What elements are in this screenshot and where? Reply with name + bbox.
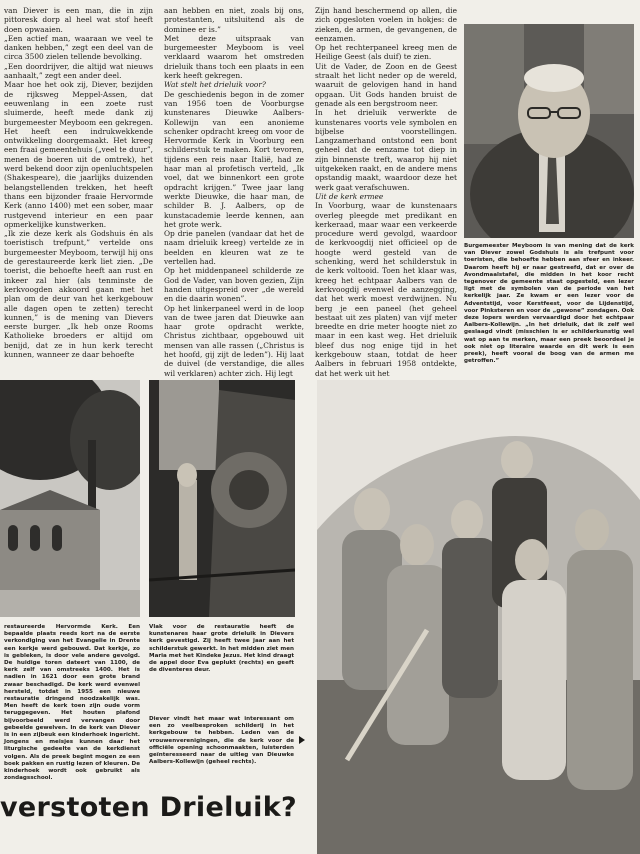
paragraph: van Diever is een man, die in zijn pittoresk dorp al heel wat stof heeft doen opwaaien.	[4, 6, 153, 34]
subheading: Uit de kerk ermee	[315, 191, 384, 201]
subheading: Wat stelt het drieluik voor?	[164, 80, 266, 90]
paragraph: In het drieluik verwerkte de kunstenares voorts vele symbolen en bijbelse voorstellingen. Langzamerhand ontstond een bont geheel dat de eenzame tot diep in zijn binnenste treft, waarop hij niet uitgekeken raakt, en de andere mens opstandig maakt, waardoor deze het werk gaat verafschuwen.	[315, 108, 457, 192]
caption-pointer-icon	[299, 736, 305, 744]
paragraph: Uit de Vader, de Zoon en de Geest straalt het licht neder op de wereld, waaruit de gelovigen hand in hand opgaan. Uit Gods handen bruist de genade als een bergstroom neer.	[315, 61, 457, 108]
paragraph: Zijn hand beschermend op allen, die zich opgesloten voelen in hokjes: de zieken, de armen, de gevangenen, de eenzamen.	[315, 6, 457, 43]
mayor-portrait-photo	[464, 24, 634, 238]
church-image	[0, 380, 140, 617]
paragraph: „Ik zie deze kerk als Godshuis én als toeristisch trefpunt,” vertelde ons burgemeester Meyboom, terwijl hij ons de gerestaureerde kerk liet zien. „De toerist, die behoefte heeft aan rust en inkeer zal hier (als tenminste de kerkvoogden akkoord gaan met het plan om de deur van het kerkgebouw alle dagen open te zetten) terecht kunnen,” is de mening van Dievers eerste burger. „Ik heb onze Rooms Katholieke broeders er altijd om benijd, dat ze in hun kerk terecht kunnen, wanneer ze daar behoefte	[4, 229, 153, 359]
paragraph: Op het middenpaneel schilderde ze God de Vader, van boven gezien, Zijn handen uitgespreid over „de wereld en die daarin wonen”.	[164, 266, 304, 304]
article-column-2	[164, 6, 304, 378]
mayor-caption: Burgemeester Meyboom is van mening dat de kerk van Diever zowel Godshuis is als trefpunt voor toeristen, die behoefte hebben aan sfeer en inkeer. Daarom heeft hij er naar gestreefd, dat er over de Avondmaalstafel, die midden in het koor recht tegenover de gemeente staat opgesteld, een lezer ligt met de symbolen van de periode van het kerkelijk jaar. Ze kwam er een lezer voor de Adventstijd, voor Kerstfeest, voor de Lijdenstijd, voor Pinksteren en voor de „gewone” zondagen. Ook deze lopers werden vervaardigd door het echtpaar Aalbers-Kollewijn. „In het drieluik, dat ik zelf wel geslaagd vindt (misschien is er schilderkunstig wel wat op aan te merken, maar een preek beoordeel je ook niet op literaire waarde en dit werk is een preek), heeft vooral de boog van de armen me getroffen.”	[464, 243, 634, 365]
restoration-scaffold-photo	[149, 380, 295, 617]
paragraph: Met deze uitspraak van burgemeester Meyboom is veel verklaard waarom het omstreden drieluik thans toch een plaats in een kerk heeft gekregen.	[164, 33, 304, 81]
paragraph: aan hebben en niet, zoals bij ons, protestanten, uitsluitend als de dominee er is.”	[164, 6, 304, 34]
page-headline: verstoten Drieluik?	[0, 792, 297, 823]
article-column-3	[315, 6, 457, 378]
article-column-1	[4, 6, 153, 359]
paragraph: „Een doordrijver, die altijd wat nieuws aanhaalt,” zegt een ander deel.	[4, 61, 153, 81]
paragraph: Op het linkerpaneel werd in de loop van de twee jaren dat Dieuwke aan haar grote opdracht werkte, Christus zichtbaar, opgebouwd uit mensen van alle rassen („Christus is het hoofd, gij zijt de leden”). Hij laat de duivel (de verstandige, die alles wil verklaren) achter zich. Hij legt	[164, 303, 304, 378]
church-exterior-photo	[0, 380, 140, 617]
paragraph: Op het rechterpaneel kreeg men de Heilige Geest (als duif) te zien.	[315, 43, 457, 62]
women-group-photo	[317, 380, 640, 854]
paragraph: Op drie panelen (vandaar dat het de naam drieluik kreeg) vertelde ze in beelden en kleuren wat ze te vertellen had.	[164, 229, 304, 267]
paragraph: De geschiedenis begon in de zomer van 1956 toen de Voorburgse kunstenares Dieuwke Aalbers-Kollewijn van een anonieme schenker opdracht kreeg om voor de Hervormde Kerk in Voorburg een schilderstuk te maken. Kort tevoren, tijdens een reis naar Italië, had ze haar man al profetisch verteld, „Ik voel, dat we binnenkort een grote opdracht krijgen.” Twee jaar lang werkte Dieuwke, die haar man, de schilder B. J. Aalbers, op de kunstacademie leerde kennen, aan het grote werk.	[164, 89, 304, 229]
paragraph: „Een actief man, waaraan we veel te danken hebben,” zegt een deel van de circa 3500 zielen tellende bevolking.	[4, 33, 153, 62]
paragraph: Maar hoe het ook zij, Diever, bezijden de rijksweg Meppel-Assen, dat eeuwenlang in een zoete rust sluimerde, heeft mede dank zij burgemeester Meyboom een gekregen. Het heeft een indrukwekkende ontwikkeling doorgemaakt. Het kreeg een fraai gemeentehuis („veel te duur”, menen de boeren uit de omtrek), het werd bekend door zijn openluchtspelen (Shakespeare), die jaarlijks duizenden belangstellenden trekken, het heeft thans een bijzonder fraaie Hervormde Kerk (anno 1400) met een sober, maar rustgevend interieur en een paar opmerkelijke kunstwerken.	[4, 80, 153, 229]
restoration-caption: Vlak voor de restauratie heeft de kunstenares haar grote drieluik in Dievers kerk gevestigd. Zij heeft twee jaar aan het schilderstuk gewerkt. In het midden ziet men Maria met het Kindeke Jezus. Het kind draagt de appel door Eva geplukt (rechts) en geeft de diventeres deur.	[149, 624, 294, 674]
group-image	[317, 380, 640, 854]
group-caption: Diever vindt het maar wat interessant om een zo veelbesproken schilderij in het kerkgebouw te hebben. Leden van de vrouwenverenigingen, die de kerk voor de officiële opening schoonmaakten, luisterden geïnteresseerd naar de uitleg van Dieuwke Aalbers-Kollewijn (geheel rechts).	[149, 716, 294, 766]
restoration-image	[149, 380, 295, 617]
church-caption: restaureerde Hervormde Kerk. Een bepaalde plaats reeds kort na de eerste verkondiging van het Evangelie in Drente een kerkje werd gebouwd. Dat kerkje, zo is gebleken, is door vele andere gevolgd. De huidige toren dateert van 1100, de kerk zelf van omstreeks 1400. Het is nadien in 1621 door een grote brand zwaar beschadigd. De kerk werd evenwel hersteld, totdat in 1955 een nieuwe restauratie dringend noodzakelijk was. Men heeft de kerk toen zijn oude vorm teruggegeven. Het houten plafond bijvoorbeeld werd vervangen door gebeelde gewelven. In de kerk van Diever is in een zijbeuk een kinderhoek ingericht. Jongens en meisjes kunnen daar het liturgische gedeelte van de kerkdienst volgen. Als de preek begint mogen ze een boek pakken en rustig lezen of kleuren. De kinderhoek wordt ook gebruikt als zondagsschool.	[4, 624, 140, 782]
portrait-image	[464, 24, 634, 238]
paragraph: In Voorburg, waar de kunstenaars overleg pleegde met predikant en kerkeraad, maar waar een verkeerde procedure werd gevolgd, waardoor de kerkvoogdij niet officieel op de hoogte werd gesteld van de schenking, werd het schilderstuk in de kerk voltooid. Toen het klaar was, kreeg het echtpaar Aalbers van de kerkvoogdij evenwel de aanzegging, dat het werk moest verdwijnen. Nu berg je een paneel (het geheel bestaat uit zes platen) van vijf meter breedte en drie meter hoogte niet zo maar in een kast weg. Het drieluik bleef dus nog enige tijd in het kerkgebouw staan, totdat de heer Aalbers in februari 1958 ontdekte, dat het werk uit het	[315, 201, 457, 378]
